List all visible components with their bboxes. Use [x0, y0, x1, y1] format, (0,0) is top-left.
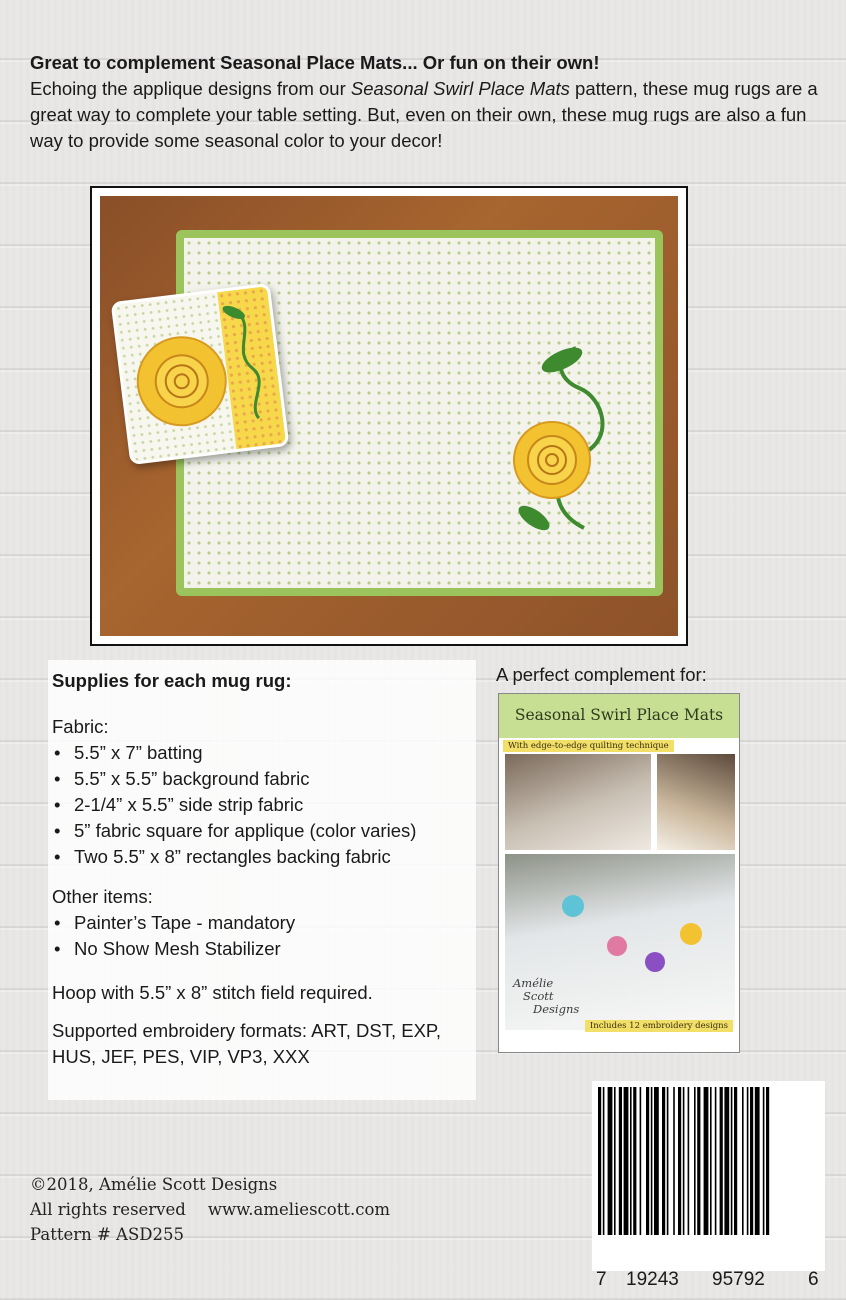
book-cover-thumbnail [498, 693, 740, 1053]
barcode-bar [614, 1087, 616, 1235]
barcode-bar [683, 1087, 685, 1235]
book-footer-tag: Includes 12 embroidery designs [585, 1020, 733, 1032]
barcode-bar [755, 1087, 760, 1235]
barcode [592, 1081, 825, 1290]
barcode-bar [667, 1087, 669, 1235]
barcode-bar [710, 1087, 712, 1235]
logo-line: Scott [523, 989, 554, 1003]
barcode-bar [747, 1087, 749, 1235]
barcode-bar [731, 1087, 733, 1235]
barcode-bar [619, 1087, 622, 1235]
intro-paragraph [30, 76, 820, 154]
barcode-bar [673, 1087, 675, 1235]
book-photo-table-setting [505, 754, 651, 850]
fabric-list [52, 740, 416, 870]
barcode-bar [715, 1087, 717, 1235]
footer [30, 1172, 390, 1247]
barcode-digit-group: 19243 [626, 1269, 679, 1290]
barcode-bar [763, 1087, 765, 1235]
intro-text-before: Echoing the applique designs from our [30, 78, 351, 99]
complement-label: A perfect complement for: [496, 664, 707, 685]
other-items-list [52, 910, 295, 962]
website-link[interactable]: www.ameliescott.com [207, 1200, 391, 1219]
barcode-bar [630, 1087, 632, 1235]
list-item: • 2-1/4” x 5.5” side strip fabric [52, 792, 416, 818]
barcode-bar [640, 1087, 642, 1235]
intro-pattern-name: Seasonal Swirl Place Mats [350, 78, 570, 99]
rights-line [30, 1197, 390, 1222]
barcode-digit-group: 6 [808, 1269, 819, 1290]
supplies-panel [48, 660, 476, 1100]
barcode-bar [624, 1087, 629, 1235]
fabric-label: Fabric: [52, 716, 109, 737]
barcode-bar [598, 1087, 601, 1235]
intro-headline: Great to complement Seasonal Place Mats... Or fun on their own! [30, 52, 600, 73]
embroidery-formats: Supported embroidery formats: ART, DST, EXP, HUS, JEF, PES, VIP, VP3, XXX [52, 1020, 442, 1067]
book-title: Seasonal Swirl Place Mats [514, 706, 724, 724]
barcode-bar [608, 1087, 613, 1235]
barcode-bar [750, 1087, 753, 1235]
mug-rug-sunflower [114, 287, 279, 456]
book-photo-sunflower-mat [657, 754, 735, 850]
barcode-bar [742, 1087, 744, 1235]
barcode-bar [633, 1087, 636, 1235]
mug-rug-illustration [111, 283, 290, 465]
rights-text: All rights reserved [30, 1200, 186, 1219]
list-item: • Two 5.5” x 8” rectangles backing fabric [52, 844, 416, 870]
barcode-bar [720, 1087, 723, 1235]
barcode-bar [651, 1087, 653, 1235]
logo-line: Designs [533, 1002, 580, 1016]
hoop-requirement: Hoop with 5.5” x 8” stitch field required. [52, 982, 373, 1003]
barcode-digit-group: 95792 [712, 1269, 765, 1290]
list-item: • 5.5” x 7” batting [52, 740, 416, 766]
intro-text-after: pattern, these mug rugs are a great way to complete your table setting. But, even on their own, these mug rugs are also a fun way to provide some seasonal color to your decor! [30, 78, 818, 151]
list-item: • 5.5” x 5.5” background fabric [52, 766, 416, 792]
barcode-bar [704, 1087, 709, 1235]
list-item: • No Show Mesh Stabilizer [52, 936, 295, 962]
intro-section [30, 50, 820, 154]
book-logo [513, 977, 579, 1016]
list-item: • Painter’s Tape - mandatory [52, 910, 295, 936]
logo-line: Amélie [513, 976, 554, 990]
product-photo [100, 196, 678, 636]
barcode-bar [662, 1087, 665, 1235]
barcode-bar [678, 1087, 681, 1235]
barcode-bar [654, 1087, 659, 1235]
barcode-bars [594, 1081, 823, 1239]
barcode-bar [646, 1087, 649, 1235]
pattern-number: Pattern # ASD255 [30, 1225, 184, 1244]
list-item: • 5” fabric square for applique (color varies) [52, 818, 416, 844]
product-photo-frame [90, 186, 688, 646]
fabric-section [52, 714, 416, 870]
barcode-bar [688, 1087, 690, 1235]
book-tag: With edge-to-edge quilting technique [503, 740, 674, 752]
barcode-bar [734, 1087, 737, 1235]
barcode-digit-group: 7 [596, 1269, 607, 1290]
barcode-bar [694, 1087, 696, 1235]
other-items-label: Other items: [52, 886, 153, 907]
supplies-heading: Supplies for each mug rug: [52, 670, 292, 691]
barcode-bar [724, 1087, 729, 1235]
barcode-bar [697, 1087, 700, 1235]
other-items-section [52, 884, 295, 962]
barcode-bar [766, 1087, 769, 1235]
barcode-bar [603, 1087, 605, 1235]
copyright-line: ©2018, Amélie Scott Designs [30, 1175, 278, 1194]
